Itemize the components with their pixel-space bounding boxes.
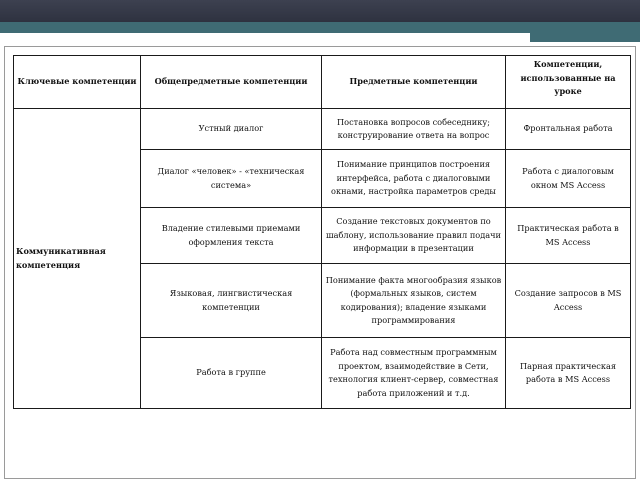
general-competence-cell: Диалог «человек» - «техническая система» — [141, 150, 322, 208]
table-row — [14, 109, 631, 150]
used-competence-cell: Практическая работа в MS Access — [506, 208, 631, 264]
general-competence-cell: Работа в группе — [141, 338, 322, 409]
table-header-row — [14, 56, 631, 109]
subject-competence-cell: Постановка вопросов собеседнику; конструирование ответа на вопрос — [322, 109, 506, 150]
general-competence-cell: Языковая, лингвистическая компетенции — [141, 264, 322, 338]
subject-competence-cell: Понимание принципов построения интерфейса, работа с диалоговыми окнами, настройка параметров среды — [322, 150, 506, 208]
competencies-table — [13, 55, 631, 409]
subject-competence-cell: Понимание факта многообразия языков (формальных языков, систем кодирования); владение языками программирования — [322, 264, 506, 338]
header-subject-competencies: Предметные компетенции — [322, 56, 506, 109]
slide-header-band — [0, 22, 640, 33]
header-key-competencies: Ключевые компетенции — [14, 56, 141, 109]
slide-accent-tab — [380, 33, 530, 42]
slide-top-bar — [0, 0, 640, 22]
header-general-competencies: Общепредметные компетенции — [141, 56, 322, 109]
header-used-competencies: Компетенции, использованные на уроке — [506, 56, 631, 109]
used-competence-cell: Фронтальная работа — [506, 109, 631, 150]
used-competence-cell: Парная практическая работа в MS Access — [506, 338, 631, 409]
subject-competence-cell: Работа над совместным программным проектом, взаимодействие в Сети, технология клиент-сервер, совместная работа приложений и т.д. — [322, 338, 506, 409]
used-competence-cell: Работа с диалоговым окном MS Access — [506, 150, 631, 208]
general-competence-cell: Устный диалог — [141, 109, 322, 150]
subject-competence-cell: Создание текстовых документов по шаблону, использование правил подачи информации в презентации — [322, 208, 506, 264]
general-competence-cell: Владение стилевыми приемами оформления текста — [141, 208, 322, 264]
key-competence-cell: Коммуникативная компетенция — [14, 109, 141, 409]
used-competence-cell: Создание запросов в MS Access — [506, 264, 631, 338]
